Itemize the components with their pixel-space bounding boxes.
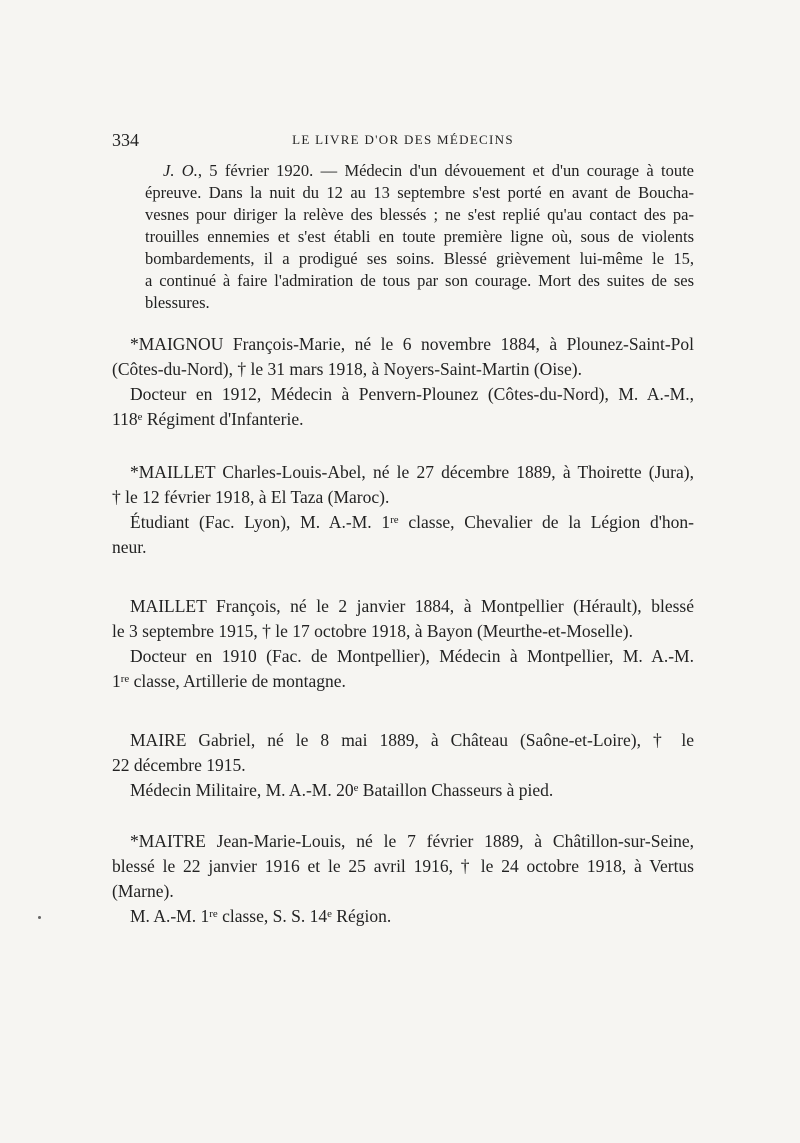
entry-line: MAIRE Gabriel, né le 8 mai 1889, à Château (Saône-et-Loire), † le [130, 730, 694, 750]
entry-line: (Marne). [112, 881, 174, 901]
service-line: 1re classe, Artillerie de montagne. [112, 671, 346, 691]
entry-line: *MAIGNOU François-Marie, né le 6 novembre 1884, à Plounez-Saint-Pol [130, 334, 694, 354]
entry-line: le 3 septembre 1915, † le 17 octobre 1918, à Bayon (Meurthe-et-Moselle). [112, 621, 633, 641]
entry-line: *MAILLET Charles-Louis-Abel, né le 27 décembre 1889, à Thoirette (Jura), [130, 462, 694, 482]
citation-line: a continué à faire l'admiration de tous par son courage. Mort des suites de ses [145, 271, 694, 290]
service-line: 118e Régiment d'Infanterie. [112, 409, 304, 429]
entry-maillet-francois [112, 594, 694, 694]
citation-line: vesnes pour diriger la relève des blessés ; ne s'est replié qu'au contact des pa- [145, 205, 694, 224]
citation-line: J. O., 5 février 1920. — Médecin d'un dévouement et d'un courage à toute [163, 161, 694, 180]
entry-line: 22 décembre 1915. [112, 755, 246, 775]
service-line: Docteur en 1912, Médecin à Penvern-Plounez (Côtes-du-Nord), M. A.-M., [130, 384, 694, 404]
running-title: LE LIVRE D'OR DES MÉDECINS [292, 132, 514, 147]
citation-line: blessures. [145, 293, 210, 312]
page-number: 334 [112, 130, 139, 150]
service-line: M. A.-M. 1re classe, S. S. 14e Région. [130, 906, 392, 926]
entry-line: *MAITRE Jean-Marie-Louis, né le 7 février 1889, à Châtillon-sur-Seine, [130, 831, 694, 851]
journal-abbreviation: J. O. [163, 161, 198, 180]
entry-line: † le 12 février 1918, à El Taza (Maroc). [112, 487, 390, 507]
citation-line: bombardements, il a prodigué ses soins. Blessé grièvement lui-même le 15, [145, 249, 694, 268]
service-line: neur. [112, 537, 147, 557]
service-line: Docteur en 1910 (Fac. de Montpellier), Médecin à Montpellier, M. A.-M. [130, 646, 694, 666]
scan-speck [38, 916, 41, 919]
entry-line: MAILLET François, né le 2 janvier 1884, à Montpellier (Hérault), blessé [130, 596, 694, 616]
citation-paragraph [145, 160, 694, 314]
page-header [112, 130, 694, 152]
entry-line: (Côtes-du-Nord), † le 31 mars 1918, à Noyers-Saint-Martin (Oise). [112, 359, 582, 379]
service-line: Médecin Militaire, M. A.-M. 20e Bataillon Chasseurs à pied. [130, 780, 554, 800]
citation-line: trouilles ennemies et s'est établi en toute première ligne où, sous de violents [145, 227, 694, 246]
entry-line: blessé le 22 janvier 1916 et le 25 avril 1916, † le 24 octobre 1918, à Vertus [112, 856, 694, 876]
service-line: Étudiant (Fac. Lyon), M. A.-M. 1re classe, Chevalier de la Légion d'hon- [130, 512, 694, 532]
citation-line: épreuve. Dans la nuit du 12 au 13 septembre s'est porté en avant de Boucha- [145, 183, 694, 202]
entry-maitre [112, 829, 694, 929]
entry-maillet-charles [112, 460, 694, 560]
entry-maignou [112, 332, 694, 432]
entry-maire [112, 728, 694, 803]
